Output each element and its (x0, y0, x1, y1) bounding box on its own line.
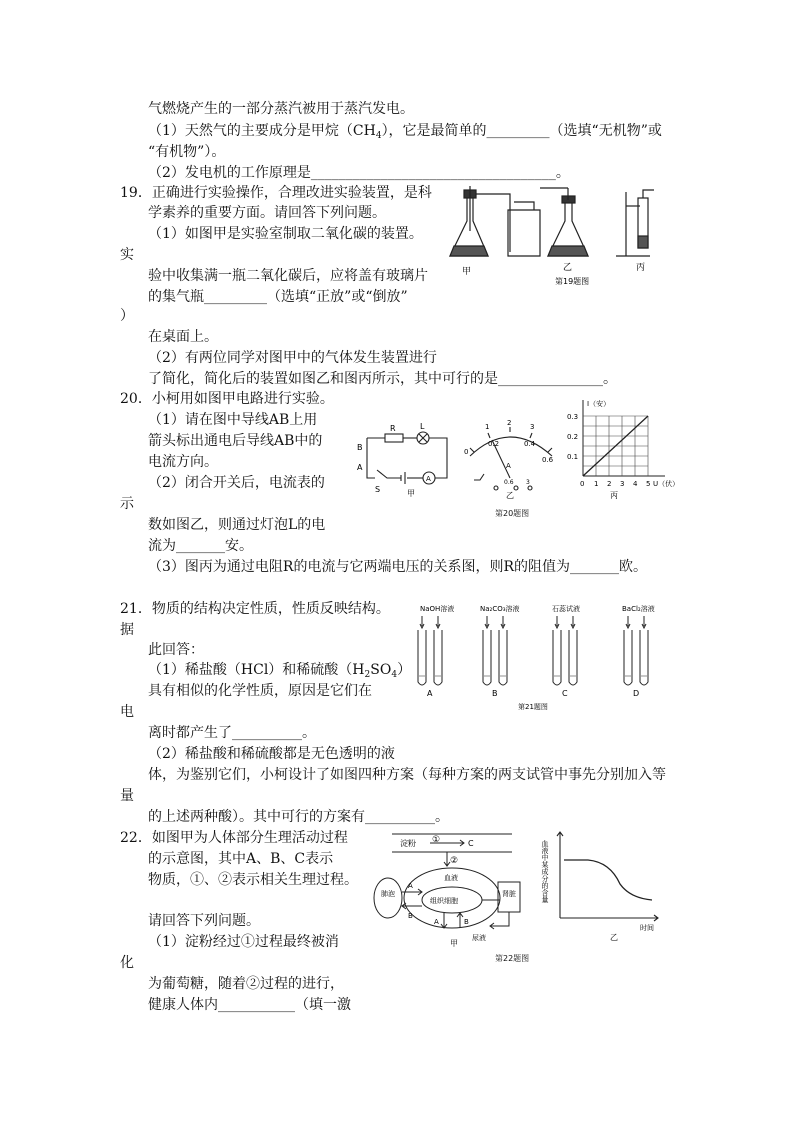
reagent-litmus: 石蕊试液 (552, 605, 580, 613)
q20-side-char: 示 (120, 496, 134, 512)
q22-stem-3: 物质，①、②表示相关生理过程。 (148, 872, 358, 888)
q20-part1-c: 电流方向。 (148, 454, 218, 470)
graph-ytick-0.2: 0.2 (567, 433, 579, 441)
tube-label-b: B (492, 689, 498, 698)
diagram-blood: 血液 (444, 874, 458, 882)
q19-part1-d: 在桌面上。 (148, 329, 218, 345)
diagram-c: C (468, 839, 474, 848)
q19-apparatus-figure (440, 186, 670, 286)
circuit-ammeter-symbol: A (426, 475, 431, 483)
q22-fig-label-jia: 甲 (450, 939, 458, 948)
stand-bing (616, 190, 654, 256)
meter-tick-1: 1 (485, 423, 490, 431)
q19-stem-2: 学素养的重要方面。请回答下列问题。 (148, 205, 386, 221)
circuit-label-l: L (420, 422, 425, 431)
circuit-label-r: R (390, 424, 396, 433)
q20-part3: （3）图丙为通过电阻R的电流与它两端电压的关系图，则R的阻值为_______欧。 (148, 559, 647, 575)
meter-tick-0.4: 0.4 (524, 440, 536, 448)
q19-fig-label-bing: 丙 (636, 263, 646, 273)
q21-side-char-3: 量 (120, 788, 134, 804)
q21-intro: 此回答： (148, 642, 204, 658)
q22-concentration-graph (540, 828, 670, 948)
q21-side-char-1: 据 (120, 622, 134, 638)
reagent-na2co3: Na₂CO₃溶液 (480, 605, 520, 613)
diagram-kidney: 肾脏 (502, 890, 516, 898)
q21-part1: （1）稀盐酸（HCl）和稀硫酸$(H_2SO_4)$ (148, 662, 412, 680)
q20-iu-graph (565, 396, 680, 504)
tube-label-c: C (562, 689, 568, 698)
q22-prompt: 请回答下列问题。 (148, 913, 260, 929)
graph-xtick-3: 3 (620, 480, 625, 488)
gas-jar (508, 202, 540, 256)
meter-tick-3: 3 (530, 423, 535, 431)
graph-ytick-0.1: 0.1 (567, 453, 579, 461)
q20-part2-c: 流为_______安。 (148, 538, 253, 554)
q20-ammeter-figure (460, 418, 560, 498)
q21-stem: 21．物质的结构决定性质，性质反映结构。 (120, 601, 390, 617)
meter-tick-2: 2 (507, 419, 512, 427)
circuit-label-a: A (357, 463, 363, 472)
meter-terminal-3: 3 (526, 479, 530, 486)
q22-physiology-diagram (372, 830, 532, 950)
q19-part1-c: 的集气瓶_________（选填“正放”或“倒放” (148, 289, 408, 305)
diagram-a1: A (408, 882, 413, 890)
q22-part1: （1）淀粉经过①过程最终被消 (148, 934, 339, 950)
reagent-naoh: NaOH溶液 (420, 605, 455, 613)
q19-side-paren: ） (120, 308, 134, 324)
q18-part2: （2）发电机的工作原理是___________________________________。 (148, 165, 570, 181)
q20-part2-b: 数如图乙，则通过灯泡L的电 (148, 517, 326, 533)
graph-ylabel-q22: 血液中某成分的含量 (541, 840, 549, 903)
flask-yi (540, 188, 588, 256)
q19-fig-label-yi: 乙 (563, 263, 573, 273)
q18-continuation: 气燃烧产生的一部分蒸汽被用于蒸汽发电。 (148, 101, 414, 117)
q19-part1: （1）如图甲是实验室制取二氧化碳的装置。 (148, 226, 423, 242)
q21-part2-c: 的上述两种酸）。其中可行的方案有__________。 (148, 809, 449, 825)
q20-fig-label-bing: 丙 (610, 491, 618, 500)
diagram-starch: 淀粉 (400, 839, 416, 848)
q22-fig-caption: 第22题图 (495, 954, 530, 963)
q19-side-char: 实 (120, 247, 134, 263)
q21-part1-d: 离时都产生了__________。 (148, 725, 316, 741)
meter-tick-0: 0 (464, 448, 469, 456)
q21-test-tubes-figure (400, 600, 690, 712)
graph-xtick-4: 4 (633, 480, 638, 488)
q19-fig-caption: 第19题图 (555, 277, 590, 286)
q20-part1: （1）请在图中导线AB上用 (148, 412, 318, 428)
q20-part1-b: 箭头标出通电后导线AB中的 (148, 433, 323, 449)
q22-fig-label-yi: 乙 (610, 933, 618, 942)
q21-part1-c: 具有相似的化学性质，原因是它们在 (148, 683, 372, 699)
graph-ylabel: I（安） (587, 400, 611, 408)
tube-label-a: A (427, 689, 433, 698)
reagent-bacl2: BaCl₂溶液 (622, 605, 655, 613)
diagram-lung-1: 肺泡 (381, 890, 395, 898)
diagram-a2: A (434, 918, 439, 926)
q20-fig-label-jia: 甲 (407, 489, 415, 498)
q22-stem-2: 的示意图，其中A、B、C表示 (148, 851, 334, 867)
q22-stem: 22．如图甲为人体部分生理活动过程 (120, 830, 348, 846)
q21-part2-b: 体，为鉴别它们，小柯设计了如图四种方案（每种方案的两支试管中事先分别加入等 (148, 767, 666, 783)
q22-side-char: 化 (120, 955, 134, 971)
q18-part1-cont: “有机物”）。 (148, 144, 226, 160)
q20-fig-label-yi: 乙 (506, 491, 514, 500)
q20-fig-caption: 第20题图 (495, 509, 530, 518)
graph-xtick-5: 5 (646, 480, 651, 488)
tube-label-d: D (633, 689, 640, 698)
q22-part1-b: 为葡萄糖，随着②过程的进行， (148, 976, 344, 992)
q20-circuit-figure (355, 418, 465, 498)
q21-side-char-2: 电 (120, 704, 134, 720)
q18-part1: （1）天然气的主要成分是甲烷$(CH_4)$，它是最简单的_________（选填“无机物”或 (148, 123, 662, 141)
meter-tick-0.6: 0.6 (542, 456, 554, 464)
diagram-process-one: ① (432, 835, 441, 845)
q21-fig-caption: 第21题图 (518, 703, 548, 711)
graph-xtick-2: 2 (607, 480, 612, 488)
q19-part2-b: 了简化，简化后的装置如图乙和图丙所示，其中可行的是_______________。 (148, 371, 617, 387)
circuit-label-b: B (357, 443, 363, 452)
diagram-process-two: ② (450, 856, 459, 866)
meter-tick-0.2: 0.2 (488, 440, 500, 448)
q21-part2: （2）稀盐酸和稀硫酸都是无色透明的液 (148, 746, 395, 762)
q19-part2: （2）有两位同学对图甲中的气体发生装置进行 (148, 350, 437, 366)
q19-part1-b: 验中收集满一瓶二氧化碳后，应将盖有玻璃片 (148, 268, 428, 284)
meter-unit: A (506, 462, 511, 470)
circuit-label-s: S (375, 485, 381, 494)
q19-stem: 19．正确进行实验操作，合理改进实验装置，是科 (120, 185, 432, 201)
graph-xlabel-q22: 时间 (640, 924, 654, 932)
flask-jia (450, 186, 510, 256)
q19-fig-label-jia: 甲 (462, 267, 472, 277)
graph-xlabel: U（伏） (653, 480, 680, 488)
q22-part1-c: 健康人体内___________（填一激 (148, 997, 351, 1013)
graph-xtick-1: 1 (594, 480, 599, 488)
diagram-tissue-cell: 组织细胞 (430, 897, 458, 905)
meter-terminal-0.6: 0.6 (504, 479, 514, 486)
q20-part2: （2）闭合开关后，电流表的 (148, 475, 325, 491)
diagram-b2: B (464, 918, 469, 926)
diagram-b1: B (408, 912, 413, 920)
graph-ytick-0.3: 0.3 (567, 413, 579, 421)
graph-xtick-0: 0 (580, 480, 585, 488)
diagram-urine: 尿液 (472, 934, 486, 942)
q20-stem: 20．小柯用如图甲电路进行实验。 (120, 391, 334, 407)
